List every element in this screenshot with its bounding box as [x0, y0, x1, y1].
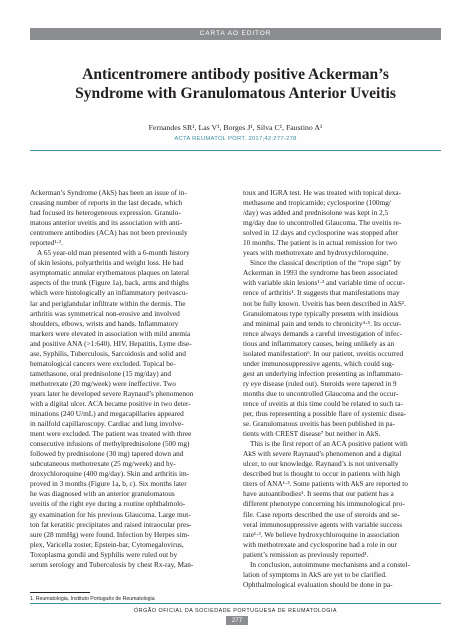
body-text-line: and minimal pain and tends to chronicity⁴·⁵. Its occur-	[243, 318, 402, 328]
body-text-line: rence always demands a careful investigation of infec-	[243, 328, 403, 338]
body-column-left	[30, 188, 227, 570]
author-affiliation: 1. Reumatologia, Instituto Português de Reumatologia	[30, 596, 155, 602]
footer-divider	[30, 603, 441, 604]
header-divider	[30, 150, 441, 151]
body-text-line: A 65 year-old man presented with a 6-month history	[37, 248, 190, 258]
body-text-line: solved in 12 days and cyclosporine was stopped after	[243, 228, 399, 238]
body-text-line: reported¹·².	[30, 238, 63, 248]
body-text-line: se. Granulomatous uveitis has been published in pa-	[243, 419, 395, 429]
body-text-line: proved in 3 months (Figure 1a, b, c). Six months later	[30, 479, 187, 489]
body-text-line: years with methotrexate and hydroxychloroquine.	[243, 248, 389, 258]
body-text-line: droxychloroquine (400 mg/day). Skin and arthritis im-	[30, 469, 190, 479]
body-text-line: gest an underlying infection presenting as inflammato-	[243, 368, 403, 378]
author-list: Fernandes SR¹, Las V¹, Borges J¹, Silva C¹, Faustino A¹	[148, 123, 323, 132]
body-text-line: lar and periglandular infiltrate within the dermis. The	[30, 298, 186, 308]
body-text-line: subcutaneous methotrexate (25 mg/week) and hy-	[30, 459, 176, 469]
body-text-line: rate¹·³. We believe hydroxychloroquine in association	[243, 529, 400, 539]
body-text-line: ase, Syphilis, Tuberculosis, Sarcoidosis and solid and	[30, 348, 186, 358]
body-text-line: years later he developed severe Raynaud’s phenomenon	[30, 388, 194, 398]
body-text-line: described but is thought to occur in patients with high	[243, 469, 401, 479]
body-text-line: have autoantibodies¹. It seems that our patient has a	[243, 489, 394, 499]
body-text-line: This is the first report of an ACA positive patient with	[250, 439, 408, 449]
body-text-line: methasone and tropicamide; cyclosporine (100mg/	[243, 198, 391, 208]
body-text-line: with methotrexate and cyclosporine had a role in our	[243, 539, 397, 549]
body-text-line: methotrexate (20 mg/week) were ineffective. Two	[30, 378, 176, 388]
body-text-line: 10 months. The patient is in actual remission for two	[243, 238, 397, 248]
body-text-line: ry eye disease (ruled out). Steroids were tapered in 9	[243, 378, 397, 388]
body-text-line: ton fat keratitic precipitates and raised intraocular pres-	[30, 519, 192, 529]
body-text-line: matous anterior uveitis and its association with anti-	[30, 218, 183, 228]
body-text-line: In conclusion, autoimmune mechanisms and a constel-	[250, 559, 410, 569]
affiliation-divider	[30, 592, 90, 593]
body-text-line: markers were elevated in association with mild anemia	[30, 328, 191, 338]
body-text-line: hematological cancers were excluded. Topical be-	[30, 358, 176, 368]
body-text-line: rence of uveitis at this time could be related to such ta-	[243, 398, 403, 408]
body-text-line: asymptomatic annular erythematous plaques on lateral	[30, 268, 190, 278]
body-text-line: months due to uncontrolled Glaucoma and the occur-	[243, 388, 399, 398]
body-text-line: AkS with severe Raynaud’s phenomenon and a digital	[243, 449, 402, 459]
body-text-line: different phenotype concerning his immunological pro-	[243, 499, 405, 509]
body-text-line: titers of ANA¹·³. Some patients with AkS are reported to	[243, 479, 408, 489]
body-text-line: minations (240 U/mL) and megacapillaries appeared	[30, 409, 184, 419]
body-column-right	[243, 188, 440, 590]
body-text-line: in nailfold capillaroscopy. Cardiac and lung involve-	[30, 419, 184, 429]
body-text-line: arthritis was symmetrical non-erosive and involved	[30, 308, 180, 318]
body-text-line: toux and IGRA test. He was treated with topical dexa-	[243, 188, 402, 197]
title-line-1: Anticentromere antibody positive Ackerman’s	[82, 66, 389, 83]
article-title	[30, 66, 441, 103]
body-text-line: with variable skin lesions¹·³ and variable time of occur-	[243, 278, 405, 288]
body-text-line: Ackerman’s Syndrome (AkS) has been an issue of in-	[30, 188, 187, 197]
body-text-line: tious and inflammatory causes, being unlikely as an	[243, 338, 395, 348]
body-text-line: shoulders, elbows, wrists and hands. Inflammatory	[30, 318, 179, 328]
title-line-2: Syndrome with Granulomatous Anterior Uveitis	[75, 84, 396, 102]
journal-citation: ACTA REUMATOL PORT. 2017;42:277-278	[174, 136, 297, 142]
body-text-line: and positive ANA (>1:640). HIV, Hepatitis, Lyme dise-	[30, 338, 192, 348]
body-text-line: consecutive infusions of methylprednisolone (500 mg)	[30, 439, 190, 449]
body-text-line: aspects of the trunk (Figure 1a), back, arms and thighs	[30, 278, 189, 288]
body-text-line: which were histologically an inflammatory perivascu-	[30, 288, 188, 298]
body-text-line: tients with CREST disease⁷ but neither in AkS.	[243, 429, 381, 439]
section-header: CARTA AO EDITOR	[30, 28, 441, 40]
body-text-line: Ophthalmological evaluation should be done in pa-	[243, 579, 393, 589]
body-text-line: with a digital ulcer. ACA became positive in two deter-	[30, 398, 191, 408]
body-text-line: patient’s remission as previously reported¹.	[243, 549, 369, 559]
body-text-line: followed by prednisolone (30 mg) tapered down and	[30, 449, 184, 459]
body-text-line: tamethasone, oral prednisolone (15 mg/day) and	[30, 368, 172, 378]
body-text-line: plex, Varicella zoster, Epstein-bar, Cytomegalovirus,	[30, 539, 184, 549]
body-text-line: uveitis of the right eye during a routine ophthalmolo-	[30, 499, 186, 509]
body-text-line: creasing number of reports in the last decade, which	[30, 198, 183, 208]
body-text-line: Since the classical description of the “rope sign” by	[250, 258, 401, 268]
body-text-line: Toxoplasma gondii and Syphilis were ruled out by	[30, 549, 178, 559]
body-text-line: of skin lesions, polyarthritis and weight loss. He had	[30, 258, 184, 268]
body-text-line: under immunosuppressive agents, which could sug-	[243, 358, 395, 368]
body-text-line: veral immunosuppressive agents with variable success	[243, 519, 403, 529]
body-text-line: lation of symptoms in AkS are yet to be clarified.	[243, 569, 387, 579]
body-text-line: gy examination for his previous Glaucoma. Large mut-	[30, 509, 191, 519]
body-text-line: serum serology and Tuberculosis by chest Rx-ray, Man-	[30, 559, 194, 569]
body-text-line: ment were excluded. The patient was treated with three	[30, 429, 192, 439]
body-text-line: /day) was added and prednisolone was kept in 2,5	[243, 208, 389, 218]
body-text-line: file. Case reports described the use of steroids and se-	[243, 509, 400, 519]
body-text-line: isolated manifestation⁶. In our patient, uveitis occurred	[243, 348, 404, 358]
body-text-line: he was diagnosed with an anterior granulomatous	[30, 489, 175, 499]
body-text-line: per, thus representing a possible flare of systemic disea-	[243, 409, 407, 419]
body-text-line: Ackerman in 1993 the syndrome has been associated	[243, 268, 398, 278]
footer-organization: ÓRGÃO OFICIAL DA SOCIEDADE PORTUGUESA DE REUMATOLOGIA	[133, 608, 338, 614]
body-text-line: Granulomatous type typically presents with insidious	[243, 308, 399, 318]
body-text-line: centromere antibodies (ACA) has not been previously	[30, 228, 188, 238]
body-text-line: mg/day due to uncontrolled Glaucoma. The uveitis re-	[243, 218, 402, 228]
body-text-line: ulcer, to our knowledge. Raynaud’s is not universally	[243, 459, 399, 469]
page-number: 277	[226, 616, 248, 625]
body-text-line: had focused its heterogeneous expression. Granulo-	[30, 208, 181, 218]
body-text-line: not be fully known. Uveitis has been described in AkS².	[243, 298, 406, 308]
body-text-line: sure (28 mmHg) were found. Infection by Herpes sim-	[30, 529, 190, 539]
body-text-line: rence of arthritis¹. It suggests that manifestations may	[243, 288, 400, 298]
